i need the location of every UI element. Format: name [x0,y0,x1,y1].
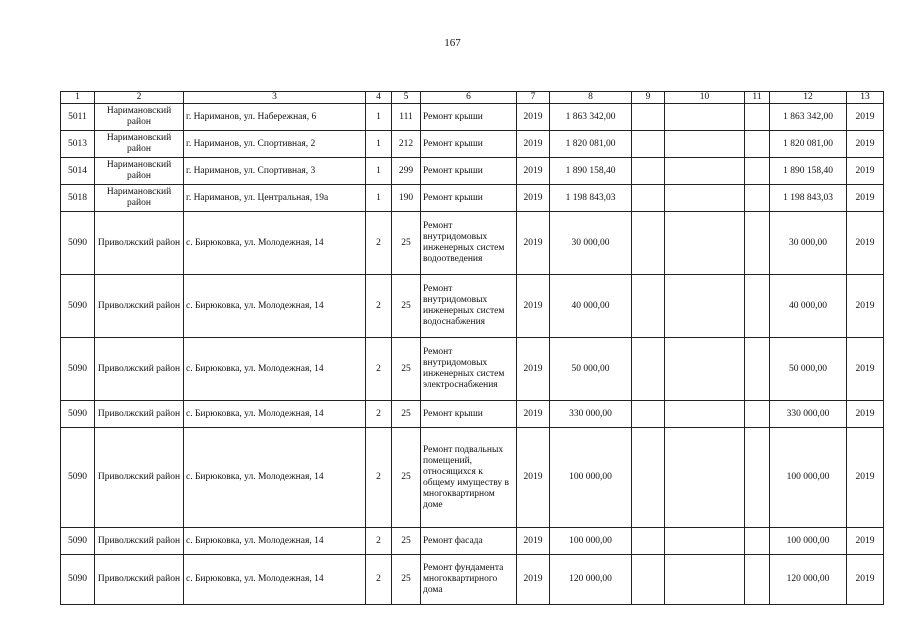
cell-col11 [745,528,770,555]
cell-address: г. Нариманов, ул. Центральная, 19а [184,185,366,212]
cell-end-year: 2019 [847,338,884,401]
cell-id: 5090 [61,555,95,605]
cell-col11 [745,212,770,275]
cell-end-year: 2019 [847,275,884,338]
cell-year: 2019 [517,131,550,158]
cell-work-type: Ремонт подвальных помещений, относящихся к общему имуществу в многоквартирном доме [421,428,517,528]
cell-address: с. Бирюковка, ул. Молодежная, 14 [184,275,366,338]
cell-id: 5018 [61,185,95,212]
cell-col5: 25 [392,338,421,401]
cell-work-type: Ремонт внутридомовых инженерных систем электроснабжения [421,338,517,401]
cell-work-type: Ремонт крыши [421,185,517,212]
cell-end-year: 2019 [847,555,884,605]
cell-district: Наримановский район [95,158,184,185]
cell-address: с. Бирюковка, ул. Молодежная, 14 [184,401,366,428]
cell-id: 5090 [61,428,95,528]
column-header: 11 [745,92,770,104]
cell-total: 330 000,00 [770,401,847,428]
cell-col9 [632,275,665,338]
table-row [61,528,884,555]
cell-col10 [665,528,745,555]
cell-col5: 212 [392,131,421,158]
cell-district: Приволжский район [95,555,184,605]
cell-col4: 2 [366,428,392,528]
cell-col10 [665,185,745,212]
cell-col10 [665,212,745,275]
cell-col5: 25 [392,428,421,528]
cell-address: с. Бирюковка, ул. Молодежная, 14 [184,428,366,528]
table-row [61,555,884,605]
cell-col4: 2 [366,401,392,428]
cell-col4: 2 [366,212,392,275]
cell-col4: 1 [366,158,392,185]
column-header: 3 [184,92,366,104]
cell-amount: 330 000,00 [550,401,632,428]
cell-year: 2019 [517,338,550,401]
table-row [61,212,884,275]
cell-col4: 2 [366,528,392,555]
column-header: 5 [392,92,421,104]
cell-amount: 1 198 843,03 [550,185,632,212]
cell-col9 [632,555,665,605]
cell-id: 5090 [61,401,95,428]
cell-total: 120 000,00 [770,555,847,605]
table-row [61,185,884,212]
cell-end-year: 2019 [847,158,884,185]
cell-district: Приволжский район [95,275,184,338]
cell-col5: 190 [392,185,421,212]
cell-total: 50 000,00 [770,338,847,401]
repair-register-table [60,91,884,605]
cell-col4: 2 [366,275,392,338]
cell-col9 [632,131,665,158]
cell-col10 [665,104,745,131]
cell-amount: 100 000,00 [550,428,632,528]
table-row [61,338,884,401]
cell-id: 5011 [61,104,95,131]
cell-col5: 25 [392,212,421,275]
cell-col10 [665,275,745,338]
header-row [61,92,884,104]
cell-col11 [745,428,770,528]
cell-col9 [632,338,665,401]
cell-amount: 1 890 158,40 [550,158,632,185]
cell-work-type: Ремонт внутридомовых инженерных систем водоснабжения [421,275,517,338]
cell-id: 5090 [61,275,95,338]
cell-col11 [745,555,770,605]
cell-district: Приволжский район [95,338,184,401]
cell-district: Приволжский район [95,401,184,428]
column-header: 10 [665,92,745,104]
cell-year: 2019 [517,212,550,275]
cell-work-type: Ремонт крыши [421,104,517,131]
table-row [61,401,884,428]
column-header: 4 [366,92,392,104]
cell-work-type: Ремонт фасада [421,528,517,555]
cell-total: 1 890 158,40 [770,158,847,185]
column-header: 8 [550,92,632,104]
cell-id: 5090 [61,212,95,275]
cell-amount: 1 820 081,00 [550,131,632,158]
cell-col11 [745,338,770,401]
cell-work-type: Ремонт крыши [421,401,517,428]
cell-address: с. Бирюковка, ул. Молодежная, 14 [184,338,366,401]
cell-amount: 1 863 342,00 [550,104,632,131]
cell-amount: 120 000,00 [550,555,632,605]
cell-year: 2019 [517,275,550,338]
cell-col10 [665,401,745,428]
cell-col11 [745,401,770,428]
cell-col4: 2 [366,338,392,401]
cell-district: Приволжский район [95,428,184,528]
cell-amount: 40 000,00 [550,275,632,338]
cell-col10 [665,338,745,401]
cell-end-year: 2019 [847,185,884,212]
cell-col5: 299 [392,158,421,185]
cell-col10 [665,131,745,158]
cell-address: г. Нариманов, ул. Спортивная, 2 [184,131,366,158]
cell-col9 [632,428,665,528]
cell-work-type: Ремонт фундамента многоквартирного дома [421,555,517,605]
cell-address: г. Нариманов, ул. Набережная, 6 [184,104,366,131]
cell-total: 1 198 843,03 [770,185,847,212]
cell-col11 [745,131,770,158]
cell-year: 2019 [517,428,550,528]
cell-work-type: Ремонт крыши [421,158,517,185]
column-header: 9 [632,92,665,104]
cell-year: 2019 [517,401,550,428]
cell-total: 1 820 081,00 [770,131,847,158]
cell-address: г. Нариманов, ул. Спортивная, 3 [184,158,366,185]
cell-year: 2019 [517,555,550,605]
cell-col10 [665,158,745,185]
cell-col11 [745,104,770,131]
cell-col9 [632,528,665,555]
cell-col4: 1 [366,104,392,131]
cell-col10 [665,555,745,605]
column-header: 7 [517,92,550,104]
cell-col5: 25 [392,401,421,428]
cell-year: 2019 [517,158,550,185]
cell-col10 [665,428,745,528]
table-row [61,428,884,528]
cell-amount: 50 000,00 [550,338,632,401]
cell-end-year: 2019 [847,104,884,131]
cell-year: 2019 [517,528,550,555]
cell-col4: 1 [366,185,392,212]
cell-total: 30 000,00 [770,212,847,275]
cell-col9 [632,212,665,275]
column-header: 1 [61,92,95,104]
cell-total: 100 000,00 [770,528,847,555]
cell-end-year: 2019 [847,212,884,275]
cell-district: Приволжский район [95,528,184,555]
cell-year: 2019 [517,104,550,131]
cell-end-year: 2019 [847,528,884,555]
cell-col9 [632,185,665,212]
cell-district: Наримановский район [95,131,184,158]
cell-col4: 1 [366,131,392,158]
table-row [61,275,884,338]
cell-id: 5090 [61,338,95,401]
cell-district: Наримановский район [95,185,184,212]
table-row [61,104,884,131]
cell-col11 [745,158,770,185]
cell-address: с. Бирюковка, ул. Молодежная, 14 [184,555,366,605]
cell-total: 1 863 342,00 [770,104,847,131]
cell-col5: 25 [392,275,421,338]
cell-total: 40 000,00 [770,275,847,338]
column-header: 13 [847,92,884,104]
cell-id: 5014 [61,158,95,185]
cell-year: 2019 [517,185,550,212]
cell-end-year: 2019 [847,131,884,158]
cell-address: с. Бирюковка, ул. Молодежная, 14 [184,212,366,275]
table-row [61,131,884,158]
cell-work-type: Ремонт крыши [421,131,517,158]
cell-col5: 111 [392,104,421,131]
page-number: 167 [444,37,461,49]
column-header: 6 [421,92,517,104]
cell-work-type: Ремонт внутридомовых инженерных систем водоотведения [421,212,517,275]
cell-col11 [745,185,770,212]
table-row [61,158,884,185]
column-header: 12 [770,92,847,104]
cell-total: 100 000,00 [770,428,847,528]
cell-end-year: 2019 [847,428,884,528]
cell-col9 [632,104,665,131]
cell-amount: 100 000,00 [550,528,632,555]
cell-col4: 2 [366,555,392,605]
cell-col9 [632,401,665,428]
cell-amount: 30 000,00 [550,212,632,275]
cell-id: 5090 [61,528,95,555]
cell-district: Наримановский район [95,104,184,131]
cell-end-year: 2019 [847,401,884,428]
cell-col5: 25 [392,528,421,555]
cell-col5: 25 [392,555,421,605]
cell-col9 [632,158,665,185]
column-header: 2 [95,92,184,104]
cell-col11 [745,275,770,338]
cell-address: с. Бирюковка, ул. Молодежная, 14 [184,528,366,555]
cell-id: 5013 [61,131,95,158]
cell-district: Приволжский район [95,212,184,275]
